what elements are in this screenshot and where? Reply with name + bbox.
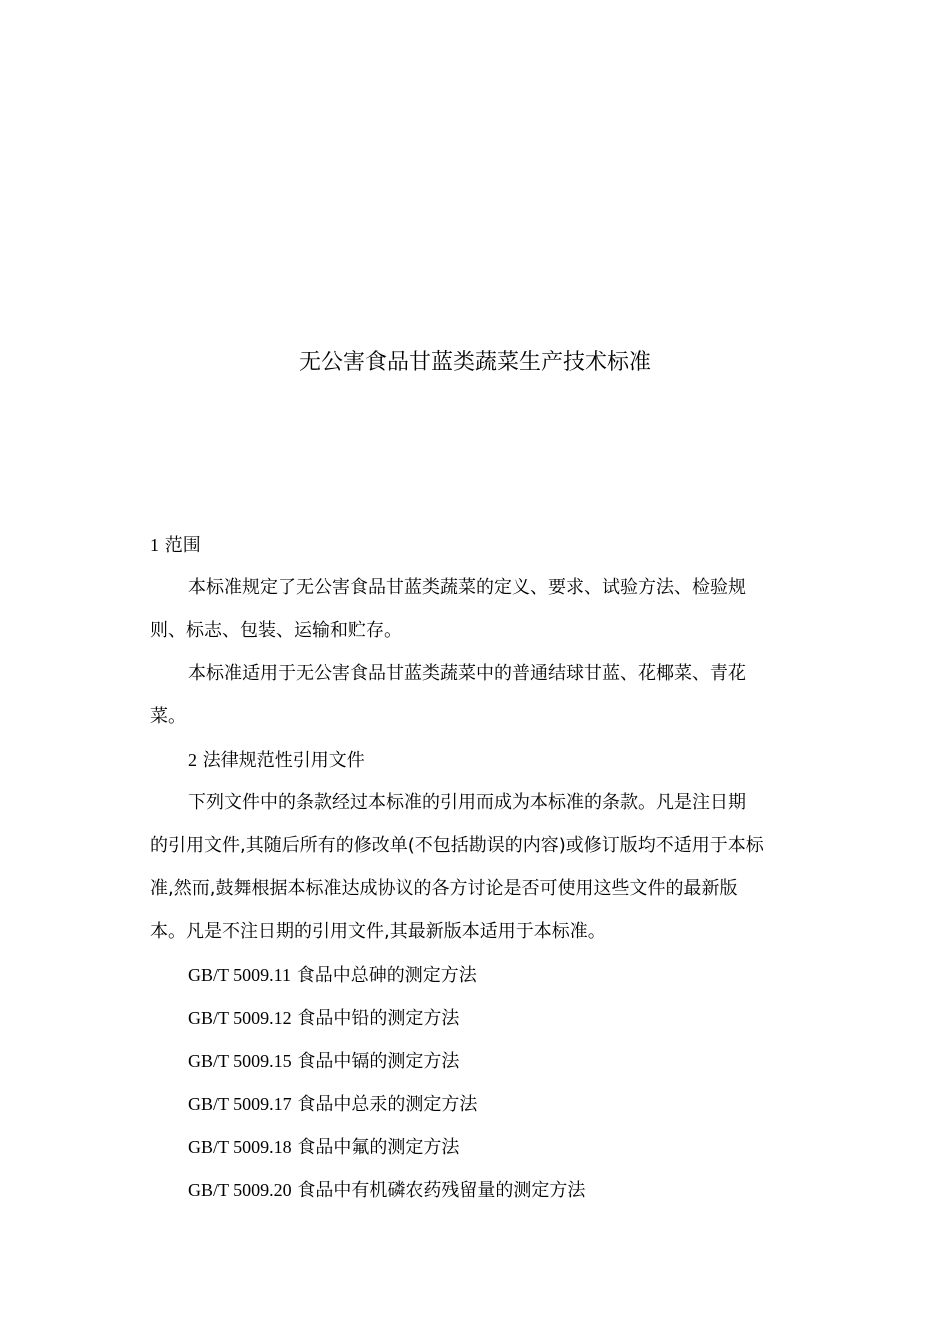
reference-name: 食品中总汞的测定方法 <box>297 1094 478 1115</box>
section-title: 范围 <box>164 535 201 556</box>
reference-code: GB/T 5009.12 <box>188 1008 292 1028</box>
paragraph-line: 本标准规定了无公害食品甘蓝类蔬菜的定义、要求、试验方法、检验规 <box>188 577 746 598</box>
reference-code: GB/T 5009.11 <box>188 965 292 985</box>
section-number: 2 <box>188 750 197 770</box>
reference-item <box>150 1173 810 1216</box>
reference-item <box>150 1087 810 1130</box>
reference-item <box>150 1130 810 1173</box>
reference-name: 食品中有机磷农药残留量的测定方法 <box>297 1180 586 1201</box>
section-1-heading <box>150 528 810 571</box>
reference-name: 食品中镉的测定方法 <box>297 1051 460 1072</box>
paragraph-line: 菜。 <box>150 706 186 727</box>
section-title: 法律规范性引用文件 <box>202 750 365 771</box>
paragraph-line: 则、标志、包装、运输和贮存。 <box>150 620 402 641</box>
section-2-heading <box>150 743 810 786</box>
document-body <box>150 528 810 1216</box>
reference-item <box>150 1044 810 1087</box>
paragraph-line: 下列文件中的条款经过本标准的引用而成为本标准的条款。凡是注日期 <box>188 792 746 813</box>
reference-code: GB/T 5009.17 <box>188 1094 292 1114</box>
paragraph-line: 的引用文件,其随后所有的修改单(不包括勘误的内容)或修订版均不适用于本标 <box>150 835 764 856</box>
paragraph-line: 本标准适用于无公害食品甘蓝类蔬菜中的普通结球甘蓝、花椰菜、青花 <box>188 663 746 684</box>
reference-name: 食品中铅的测定方法 <box>297 1008 460 1029</box>
paragraph-line: 准,然而,鼓舞根据本标准达成协议的各方讨论是否可使用这些文件的最新版 <box>150 878 738 899</box>
reference-name: 食品中氟的测定方法 <box>297 1137 460 1158</box>
paragraph-line: 本。凡是不注日期的引用文件,其最新版本适用于本标准。 <box>150 921 606 942</box>
reference-code: GB/T 5009.18 <box>188 1137 292 1157</box>
document-title: 无公害食品甘蓝类蔬菜生产技术标准 <box>298 350 651 375</box>
section-number: 1 <box>150 535 159 555</box>
reference-item <box>150 1001 810 1044</box>
reference-name: 食品中总砷的测定方法 <box>296 965 477 986</box>
reference-code: GB/T 5009.15 <box>188 1051 292 1071</box>
reference-code: GB/T 5009.20 <box>188 1180 292 1200</box>
reference-item <box>150 958 810 1001</box>
